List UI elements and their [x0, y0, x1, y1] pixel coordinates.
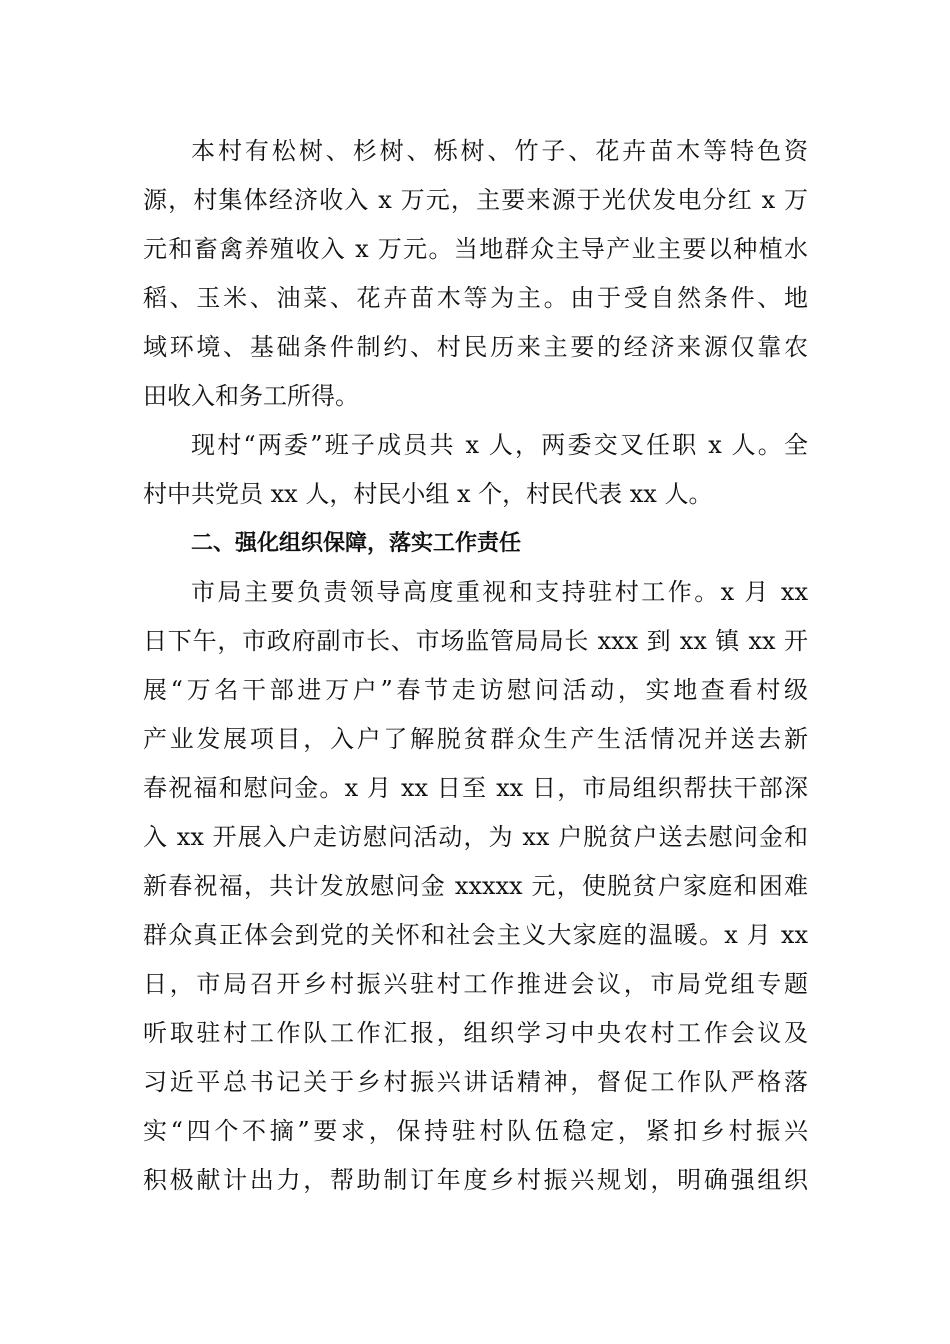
text-line: 域环境、基础条件制约、村民历来主要的经济来源仅靠农: [143, 333, 808, 361]
text-line: 村中共党员 xx 人，村民小组 x 个，村民代表 xx 人。: [143, 480, 713, 508]
document-body: [143, 127, 808, 1205]
section-heading: 二、强化组织保障，落实工作责任: [191, 531, 522, 556]
text-line: 本村有松树、杉树、栎树、竹子、花卉苗木等特色资: [191, 137, 808, 165]
text-line: 稻、玉米、油菜、花卉苗木等为主。由于受自然条件、地: [143, 284, 808, 312]
text-line: 市局主要负责领导高度重视和支持驻村工作。x 月 xx: [191, 578, 808, 606]
text-line: 现村“两委”班子成员共 x 人，两委交叉任职 x 人。全: [191, 431, 808, 459]
paragraph-village-resources: [143, 127, 808, 421]
text-line: 田收入和务工所得。: [143, 382, 359, 410]
paragraph-village-committee: [143, 421, 808, 519]
text-line: 日下午，市政府副市长、市场监管局局长 xxx 到 xx 镇 xx 开: [143, 627, 808, 655]
text-line: 习近平总书记关于乡村振兴讲话精神，督促工作队严格落: [143, 1068, 808, 1096]
text-line: 源，村集体经济收入 x 万元，主要来源于光伏发电分红 x 万: [143, 186, 808, 214]
text-line: 群众真正体会到党的关怀和社会主义大家庭的温暖。x 月 xx: [143, 921, 808, 949]
text-line: 新春祝福，共计发放慰问金 xxxxx 元，使脱贫户家庭和困难: [143, 872, 808, 900]
text-line: 实“四个不摘”要求，保持驻村队伍稳定，紧扣乡村振兴: [143, 1117, 808, 1145]
text-line: 元和畜禽养殖收入 x 万元。当地群众主导产业主要以种植水: [143, 235, 808, 263]
text-line: 入 xx 开展入户走访慰问活动，为 xx 户脱贫户送去慰问金和: [143, 823, 808, 851]
text-line: 春祝福和慰问金。x 月 xx 日至 xx 日，市局组织帮扶干部深: [143, 774, 808, 802]
text-line: 听取驻村工作队工作汇报，组织学习中央农村工作会议及: [143, 1019, 808, 1047]
paragraph-leadership-support: [143, 568, 808, 1205]
text-line: 积极献计出力，帮助制订年度乡村振兴规划，明确强组织: [143, 1166, 808, 1194]
text-line: 展“万名干部进万户”春节走访慰问活动，实地查看村级: [143, 676, 808, 704]
text-line: 产业发展项目，入户了解脱贫群众生产生活情况并送去新: [143, 725, 808, 753]
text-line: 日，市局召开乡村振兴驻村工作推进会议，市局党组专题: [143, 970, 808, 998]
